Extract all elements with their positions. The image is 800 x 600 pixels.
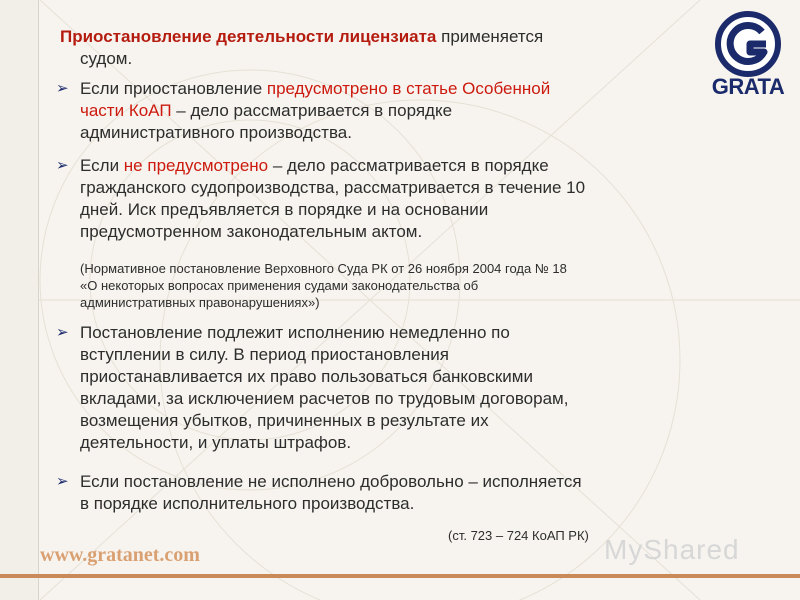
arrow-bullet-icon: ➢: [56, 473, 69, 490]
title-accent: Приостановление деятельности лицензиата: [60, 27, 437, 46]
item4-line1: Если постановление не исполнено добровольно – исполняется: [80, 472, 582, 491]
item2-line3: дней. Иск предъявляется в порядке и на основании: [80, 200, 489, 219]
arrow-bullet-icon: ➢: [56, 324, 69, 341]
item1-text: Если приостановление: [80, 79, 267, 98]
bullet-item: [56, 78, 676, 144]
item2-rest: – дело рассматривается в порядке: [268, 156, 549, 175]
item1-red2: части КоАП: [80, 101, 172, 120]
note-line2: «О некоторых вопросах применения судами законодательства об: [80, 278, 479, 293]
item1-red: предусмотрено в статье Особенной: [266, 79, 551, 98]
slide-title: [60, 26, 660, 70]
grata-logo-text: GRATA: [711, 74, 785, 99]
bullet-item: [56, 155, 676, 243]
title-rest-2: судом.: [80, 49, 133, 68]
bullet-item: [56, 322, 676, 454]
item2-red: не предусмотрено: [123, 156, 269, 175]
item3-line4: вкладами, за исключением расчетов по трудовым договорам,: [80, 389, 569, 408]
item3-line5: возмещения убытков, причиненных в результате их: [80, 411, 489, 430]
bullet-item: [56, 471, 676, 515]
reference-note: [80, 260, 700, 311]
item3-line3: приостанавливается их право пользоваться банковскими: [80, 367, 533, 386]
arrow-bullet-icon: ➢: [56, 80, 69, 97]
item2-text: Если: [80, 156, 124, 175]
item2-line4: предусмотренном законодательным актом.: [80, 222, 423, 241]
title-rest-1: применяется: [436, 27, 544, 46]
watermark-text: MyShared: [604, 534, 740, 565]
item4-line2: в порядке исполнительного производства.: [80, 494, 415, 513]
item3-line6: деятельности, и уплаты штрафов.: [80, 433, 352, 452]
item2-line2: гражданского судопроизводства, рассматривается в течение 10: [80, 178, 586, 197]
footer-url-link[interactable]: www.gratanet.com: [40, 544, 200, 566]
note-line3: административных правонарушениях»): [80, 295, 320, 310]
item1-line3: административного производства.: [80, 123, 352, 142]
item3-line1: Постановление подлежит исполнению немедленно по: [80, 323, 510, 342]
left-sidebar-band: [0, 0, 39, 600]
item3-line2: вступлении в силу. В период приостановления: [80, 345, 449, 364]
footer-divider: [0, 574, 800, 578]
citation: (ст. 723 – 724 КоАП РК): [448, 528, 589, 543]
note-line1: (Нормативное постановление Верховного Суда РК от 26 ноября 2004 года № 18: [80, 261, 567, 276]
item1-rest: – дело рассматривается в порядке: [171, 101, 453, 120]
arrow-bullet-icon: ➢: [56, 157, 69, 174]
